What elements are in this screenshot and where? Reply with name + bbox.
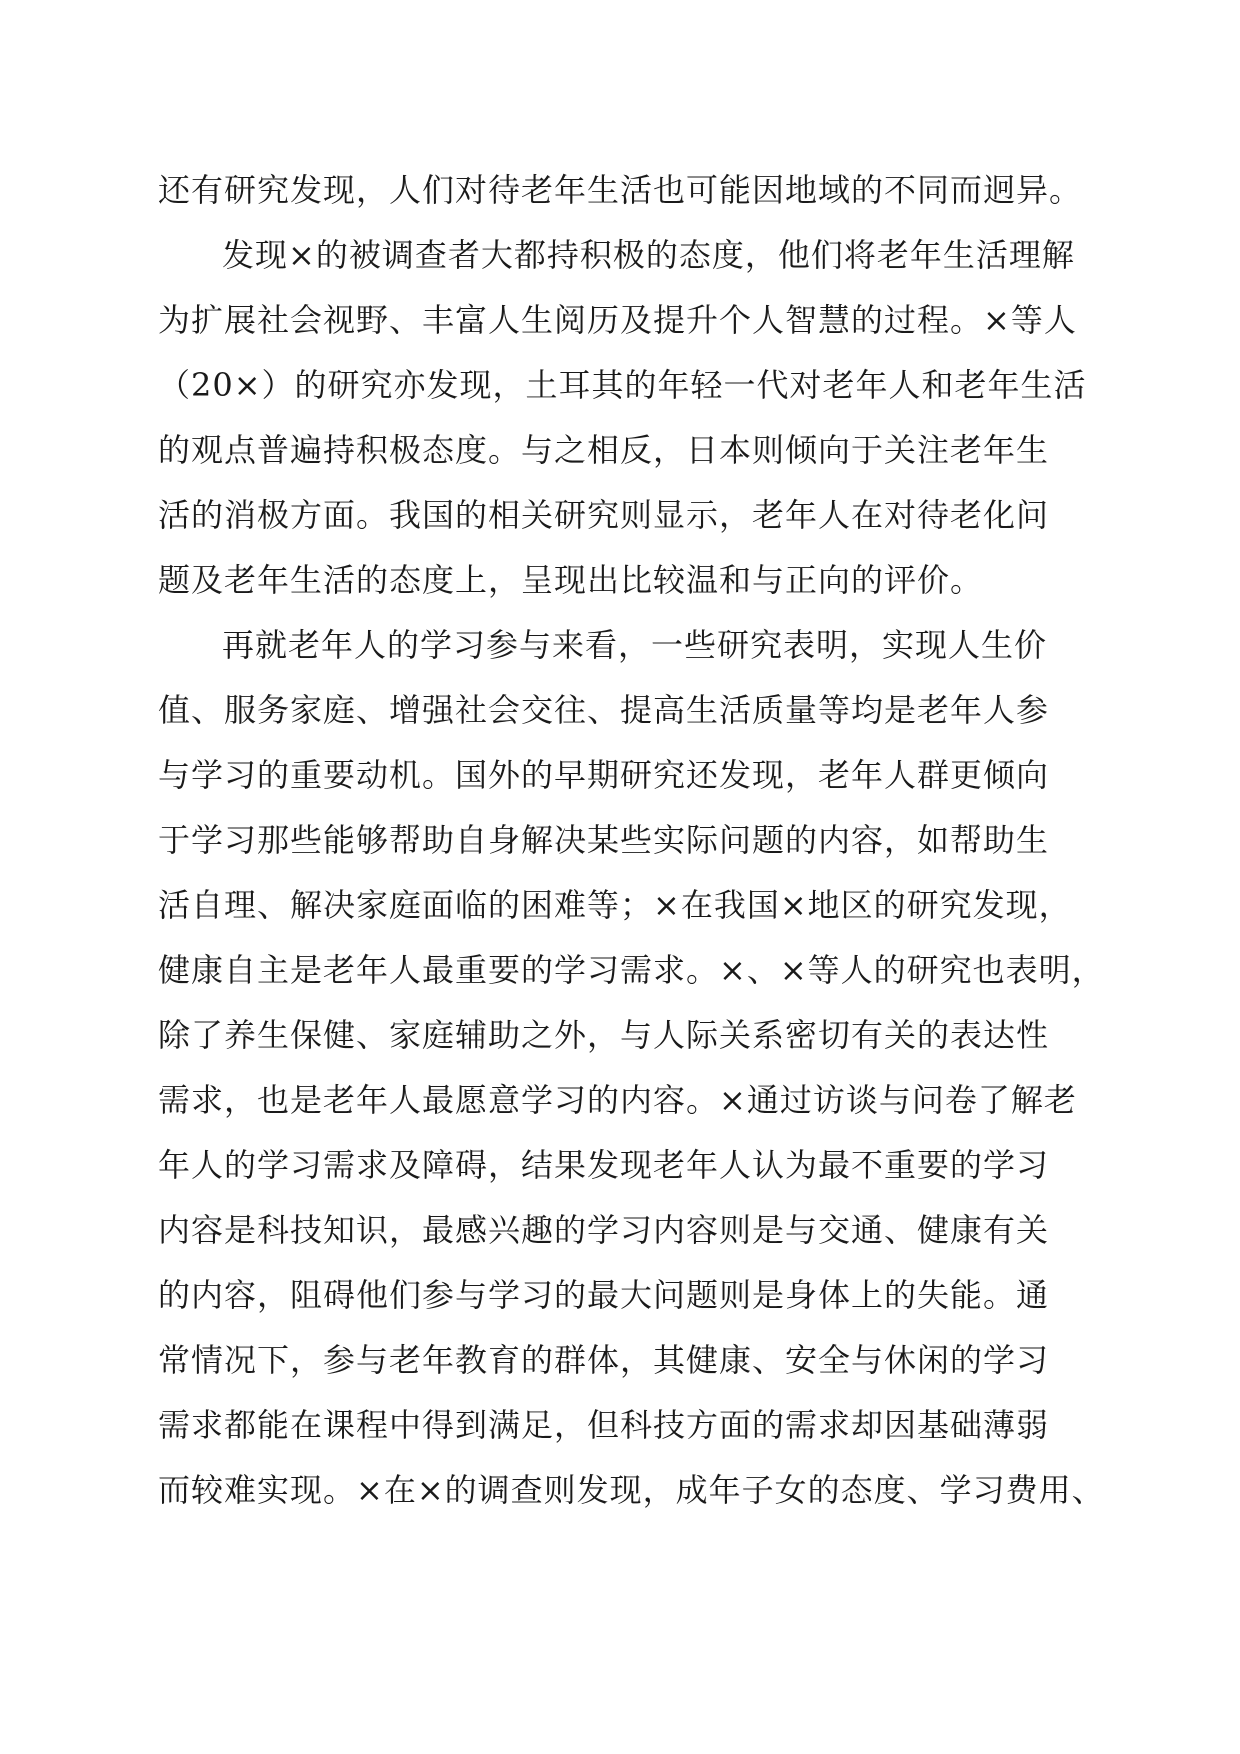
text-line-6: 活的消极方面。我国的相关研究则显示，老年人在对待老化问 (158, 496, 1050, 534)
text-line-21: 而较难实现。×在×的调查则发现，成年子女的态度、学习费用、 (158, 1471, 1105, 1509)
text-line-13: 健康自主是老年人最重要的学习需求。×、×等人的研究也表明， (158, 951, 1105, 989)
text-line-16: 年人的学习需求及障碍，结果发现老年人认为最不重要的学习 (158, 1146, 1050, 1184)
text-line-4: （20×）的研究亦发现，土耳其的年轻一代对老年人和老年生活 (158, 366, 1087, 404)
body-text (158, 158, 1105, 1523)
paragraph-start-line-2: 发现×的被调查者大都持积极的态度，他们将老年生活理解 (222, 236, 1075, 274)
text-line-1: 还有研究发现，人们对待老年生活也可能因地域的不同而迥异。 (158, 171, 1083, 209)
text-line-12: 活自理、解决家庭面临的困难等；×在我国×地区的研究发现， (158, 886, 1072, 924)
paragraph-start-line-8: 再就老年人的学习参与来看，一些研究表明，实现人生价 (222, 626, 1048, 664)
text-line-3: 为扩展社会视野、丰富人生阅历及提升个人智慧的过程。×等人 (158, 301, 1077, 339)
text-line-19: 常情况下，参与老年教育的群体，其健康、安全与休闲的学习 (158, 1341, 1050, 1379)
text-line-7: 题及老年生活的态度上，呈现出比较温和与正向的评价。 (158, 561, 984, 599)
text-line-15: 需求，也是老年人最愿意学习的内容。×通过访谈与问卷了解老 (158, 1081, 1077, 1119)
text-line-18: 的内容，阻碍他们参与学习的最大问题则是身体上的失能。通 (158, 1276, 1050, 1314)
text-line-9: 值、服务家庭、增强社会交往、提高生活质量等均是老年人参 (158, 691, 1050, 729)
text-line-10: 与学习的重要动机。国外的早期研究还发现，老年人群更倾向 (158, 756, 1050, 794)
text-line-17: 内容是科技知识，最感兴趣的学习内容则是与交通、健康有关 (158, 1211, 1050, 1249)
text-line-11: 于学习那些能够帮助自身解决某些实际问题的内容，如帮助生 (158, 821, 1050, 859)
text-line-5: 的观点普遍持积极态度。与之相反，日本则倾向于关注老年生 (158, 431, 1050, 469)
text-line-20: 需求都能在课程中得到满足，但科技方面的需求却因基础薄弱 (158, 1406, 1050, 1444)
text-line-14: 除了养生保健、家庭辅助之外，与人际关系密切有关的表达性 (158, 1016, 1050, 1054)
